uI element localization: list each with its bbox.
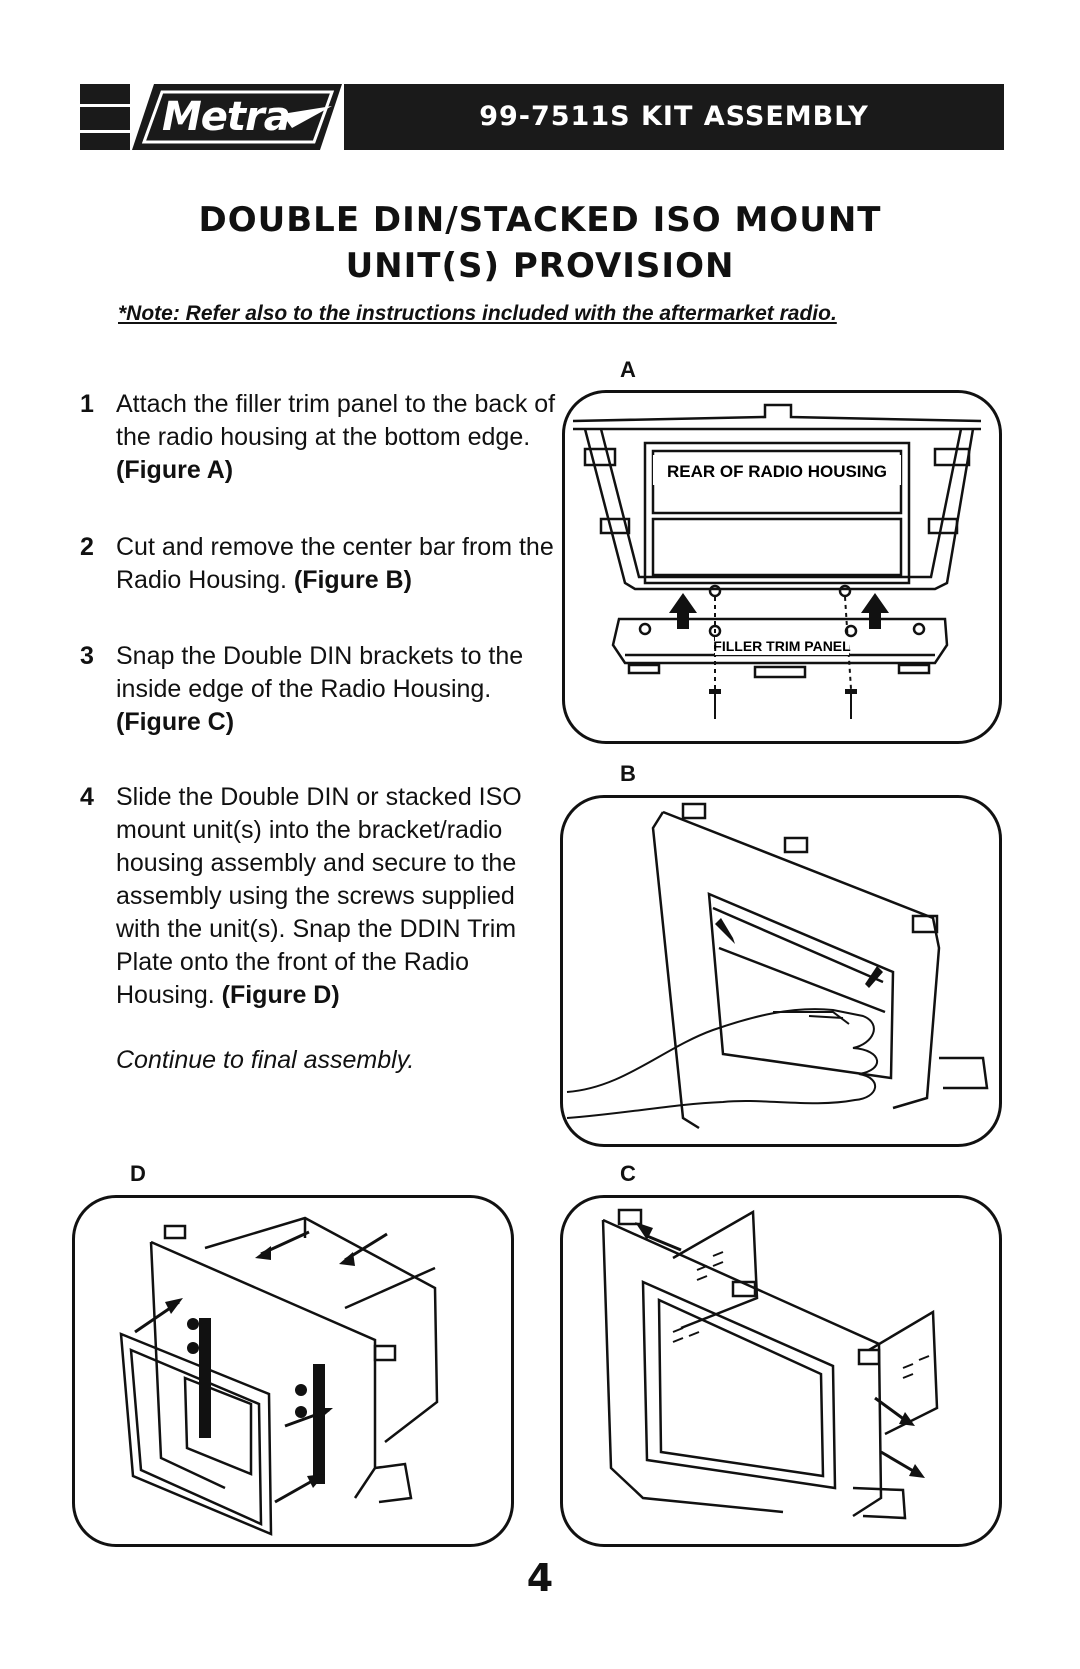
- figure-a-drawing: [565, 393, 999, 741]
- figure-ref: (Figure C): [116, 708, 235, 736]
- page-title-line-1: DOUBLE DIN/STACKED ISO MOUNT: [198, 200, 882, 240]
- page-title-line-2: UNIT(S) PROVISION: [345, 246, 735, 286]
- header-title: 99-7511S KIT ASSEMBLY: [479, 101, 869, 132]
- figure-d-drawing: [75, 1198, 511, 1544]
- figure-ref: (Figure A): [116, 456, 234, 484]
- panel-label: FILLER TRIM PANEL: [713, 638, 851, 654]
- figure-c: [560, 1195, 1002, 1547]
- step-text: Slide the Double DIN or stacked ISO mount unit(s) into the bracket/radio housing assembly and secure to the assembly using the screws supplied with the unit(s). Snap the DDIN Trim Plate onto the front of the Radio Housing.: [116, 783, 522, 1009]
- figure-a: [562, 390, 1002, 744]
- figure-ref: (Figure D): [221, 981, 340, 1009]
- note-text: *Note: Refer also to the instructions included with the aftermarket radio.: [118, 302, 837, 325]
- step-text: Attach the filler trim panel to the back of the radio housing at the bottom edge.: [116, 390, 556, 451]
- step-number: 1: [80, 390, 94, 418]
- header-left-block: [80, 84, 130, 150]
- figure-ref: (Figure B): [293, 566, 412, 594]
- step-number: 4: [80, 783, 94, 811]
- figure-b: [560, 795, 1002, 1147]
- step-number: 2: [80, 533, 94, 561]
- figure-d: [72, 1195, 514, 1547]
- figure-c-drawing: [563, 1198, 999, 1544]
- continue-text: Continue to final assembly.: [116, 1046, 415, 1074]
- figure-b-drawing: [563, 798, 999, 1144]
- figure-b-label: B: [620, 761, 636, 786]
- figure-d-label: D: [130, 1161, 146, 1186]
- figure-a-label: A: [620, 357, 636, 382]
- figure-c-label: C: [620, 1161, 636, 1186]
- page-number: 4: [526, 1556, 554, 1600]
- step-text: Snap the Double DIN brackets to the inside edge of the Radio Housing.: [116, 642, 524, 703]
- step-text: Cut and remove the center bar from the Radio Housing.: [116, 533, 554, 594]
- logo-text: Metra: [162, 94, 290, 140]
- housing-label: REAR OF RADIO HOUSING: [666, 462, 888, 481]
- step-number: 3: [80, 642, 94, 670]
